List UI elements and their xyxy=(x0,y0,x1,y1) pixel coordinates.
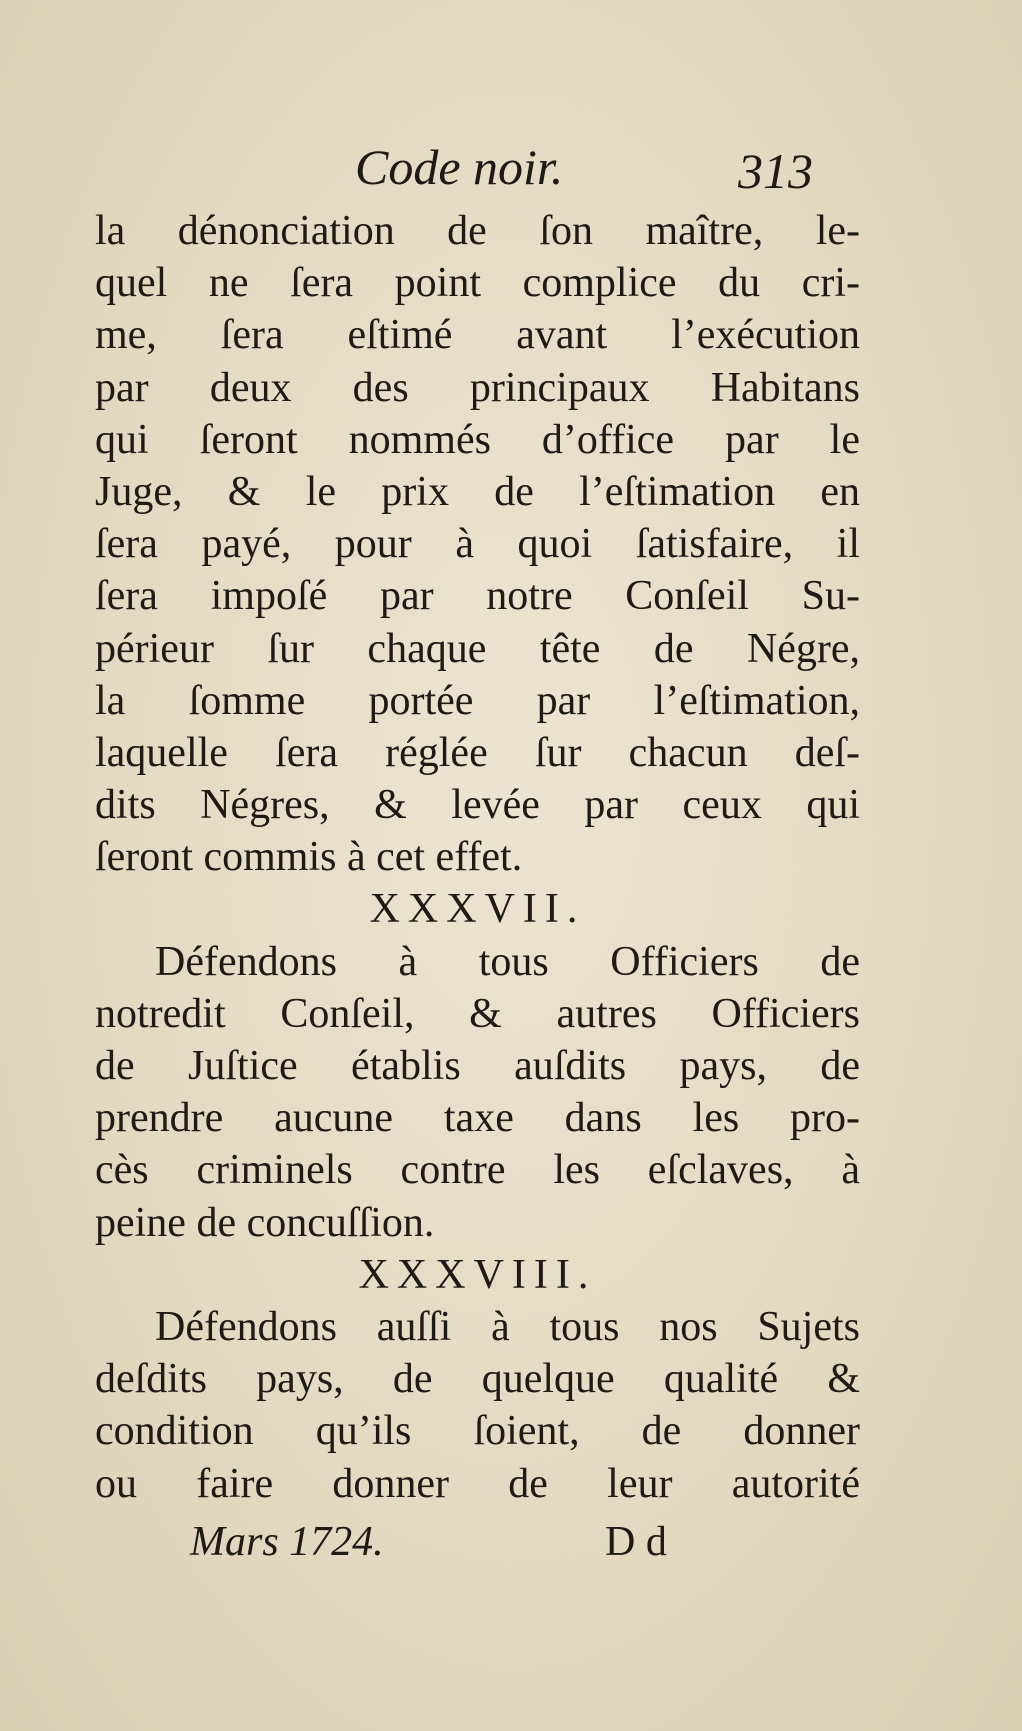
page-footer xyxy=(0,1518,1022,1578)
text-line: la dénonciation de ſon maître, le- xyxy=(95,208,860,254)
text-line: périeur ſur chaque tête de Négre, xyxy=(95,625,860,672)
running-header xyxy=(0,138,1022,208)
text-line: ou faire donner de leur autorité xyxy=(95,1460,860,1507)
text-line: par deux des principaux Habitans xyxy=(95,364,860,411)
text-line: ſeront commis à cet effet. xyxy=(95,834,523,881)
text-line: la ſomme portée par l’eſtimation, xyxy=(95,677,860,724)
text-line: peine de concuſſion. xyxy=(95,1199,435,1246)
article-heading-38: XXXVIII. xyxy=(358,1251,597,1298)
text-line: qui ſeront nommés d’office par le xyxy=(95,416,860,463)
page-body xyxy=(95,205,860,1510)
signature-mark: D d xyxy=(605,1519,667,1565)
text-line: laquelle ſera réglée ſur chacun deſ- xyxy=(95,729,860,776)
page-number: 313 xyxy=(738,143,813,199)
text-line: cès criminels contre les eſclaves, à xyxy=(95,1147,860,1194)
text-line: notredit Conſeil, & autres Officiers xyxy=(95,990,860,1037)
text-line: quel ne ſera point complice du cri- xyxy=(95,260,860,307)
article-heading-37: XXXVII. xyxy=(369,886,586,933)
text-line: deſdits pays, de quelque qualité & xyxy=(95,1356,860,1403)
text-line: Défendons auſſi à tous nos Sujets xyxy=(155,1303,860,1350)
text-line: Défendons à tous Officiers de xyxy=(155,938,860,985)
text-line: condition qu’ils ſoient, de donner xyxy=(95,1408,860,1455)
text-line: ſera impoſé par notre Conſeil Su- xyxy=(95,573,860,620)
text-line: ſera payé, pour à quoi ſatisfaire, il xyxy=(95,521,860,568)
text-line: prendre aucune taxe dans les pro- xyxy=(95,1095,860,1142)
text-line: dits Négres, & levée par ceux qui xyxy=(95,782,860,829)
date-signature: Mars 1724. xyxy=(190,1519,384,1565)
text-line: me, ſera eſtimé avant l’exécution xyxy=(95,312,860,359)
text-line: Juge, & le prix de l’eſtimation en xyxy=(95,468,860,515)
running-title: Code noir. xyxy=(355,139,564,195)
text-line: de Juſtice établis auſdits pays, de xyxy=(95,1043,860,1089)
